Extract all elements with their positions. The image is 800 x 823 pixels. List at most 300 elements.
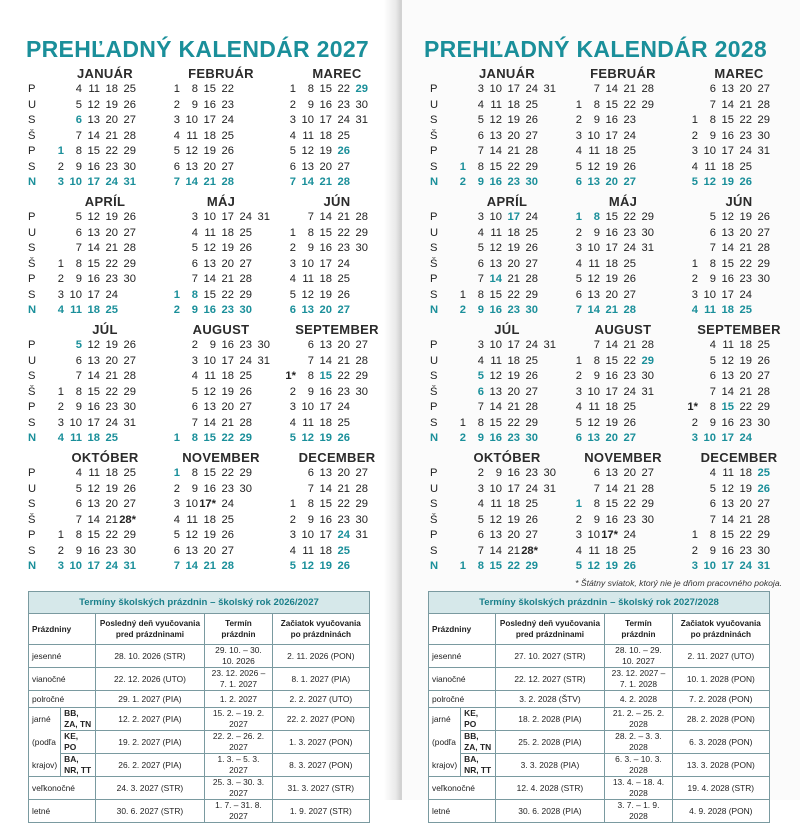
month-name: OKTÓBER bbox=[473, 450, 541, 465]
day-number: 22 bbox=[739, 401, 752, 413]
day-number: 11 bbox=[704, 160, 716, 173]
day-number: 21 bbox=[337, 211, 350, 223]
day-number: 24 bbox=[105, 560, 118, 572]
week-row bbox=[278, 482, 396, 498]
day-number: 22 bbox=[337, 226, 350, 239]
day-number bbox=[234, 513, 252, 529]
day-number: 26 bbox=[757, 211, 770, 223]
day-number: 17 bbox=[221, 354, 234, 367]
day-number: 15 bbox=[319, 226, 332, 239]
day-number: 31 bbox=[355, 114, 368, 126]
day-number bbox=[234, 497, 252, 513]
day-number bbox=[46, 241, 64, 257]
day-number bbox=[162, 354, 180, 370]
day-number: 17 bbox=[87, 176, 100, 188]
day-number: 15 bbox=[605, 498, 618, 510]
day-number: 26 bbox=[337, 560, 350, 572]
day-number: 26 bbox=[221, 529, 234, 541]
week-row bbox=[564, 466, 682, 482]
day-number: 22 bbox=[507, 160, 520, 173]
day-number: 19 bbox=[105, 339, 118, 351]
month-marec bbox=[278, 66, 396, 191]
day-number: 12 bbox=[489, 370, 502, 382]
day-number: 18 bbox=[739, 339, 752, 351]
week-row bbox=[162, 226, 280, 242]
day-number: 13 bbox=[587, 432, 600, 444]
day-number: 29 bbox=[239, 432, 252, 444]
day-number bbox=[564, 482, 582, 498]
week-row bbox=[162, 98, 280, 114]
week-row bbox=[46, 559, 164, 575]
day-number bbox=[636, 272, 654, 288]
day-number: 22 bbox=[507, 560, 520, 572]
day-number: 26 bbox=[123, 211, 136, 223]
weekday-label: P bbox=[430, 401, 438, 413]
day-number: 17 bbox=[87, 288, 100, 301]
day-number: 8 bbox=[477, 288, 484, 301]
week-row bbox=[162, 303, 280, 319]
day-number: 16 bbox=[203, 304, 216, 316]
school-resumes: 7. 2. 2028 (PON) bbox=[672, 691, 769, 708]
holiday-name: jesenné bbox=[429, 645, 496, 668]
day-number: 12 bbox=[721, 211, 734, 223]
week-row bbox=[680, 113, 798, 129]
week-row bbox=[564, 528, 682, 544]
week-row bbox=[564, 497, 682, 513]
day-number: 1 bbox=[57, 145, 64, 157]
column-header: Termín prázdnin bbox=[605, 614, 672, 645]
table-row bbox=[29, 708, 370, 731]
day-number: 31 bbox=[355, 529, 368, 541]
day-number: 23 bbox=[623, 513, 636, 526]
day-number bbox=[538, 175, 556, 191]
day-number: 13 bbox=[301, 304, 314, 316]
day-number: 7 bbox=[709, 98, 716, 111]
day-number: 12 bbox=[587, 560, 600, 572]
day-number: 20 bbox=[507, 529, 520, 541]
week-row bbox=[448, 559, 566, 575]
day-number: 22 bbox=[623, 498, 636, 510]
weekday-label: U bbox=[28, 226, 37, 239]
day-number: 30 bbox=[757, 129, 770, 142]
day-number: 26 bbox=[123, 482, 136, 495]
day-number: 18 bbox=[739, 467, 752, 479]
day-number: 2 bbox=[173, 482, 180, 495]
day-number: 11 bbox=[204, 370, 216, 382]
day-number: 7 bbox=[477, 544, 484, 557]
day-number: 5 bbox=[477, 114, 484, 126]
day-number: 15 bbox=[721, 257, 734, 270]
week-row bbox=[448, 144, 566, 160]
weekday-label: P bbox=[28, 145, 36, 157]
week-row bbox=[46, 416, 164, 432]
day-number: 5 bbox=[575, 416, 582, 429]
day-number: 15 bbox=[319, 370, 332, 382]
day-number: 30 bbox=[239, 304, 252, 316]
day-number: 21 bbox=[507, 273, 520, 285]
day-number: 29 bbox=[355, 370, 368, 382]
week-row bbox=[46, 113, 164, 129]
day-number: 25 bbox=[623, 257, 636, 270]
weekday-label: P bbox=[28, 83, 36, 95]
day-number: 5 bbox=[75, 211, 82, 223]
weekday-label: N bbox=[28, 176, 37, 188]
day-number: 8 bbox=[477, 416, 484, 429]
table-row bbox=[429, 800, 770, 823]
day-number: 19 bbox=[721, 176, 734, 188]
weekday-label: Š bbox=[430, 257, 438, 270]
day-number: 20 bbox=[337, 339, 350, 351]
day-number bbox=[350, 544, 368, 560]
day-number: 13 bbox=[87, 114, 100, 126]
day-number: 7 bbox=[593, 482, 600, 495]
month-name: MAREC bbox=[714, 66, 764, 81]
day-number: 9 bbox=[209, 339, 216, 351]
day-number: 15 bbox=[203, 467, 216, 479]
day-number: 23 bbox=[623, 226, 636, 239]
day-number bbox=[46, 369, 64, 385]
day-number: 4 bbox=[173, 513, 180, 526]
day-number: 1 bbox=[289, 498, 296, 510]
day-number: 22 bbox=[337, 83, 350, 95]
day-number: 3 bbox=[477, 83, 484, 95]
day-number: 27 bbox=[221, 160, 234, 173]
day-number: 17 bbox=[605, 242, 618, 254]
day-number: 23 bbox=[507, 176, 520, 188]
day-number bbox=[350, 160, 368, 176]
day-number: 3 bbox=[691, 560, 698, 572]
week-row bbox=[680, 497, 798, 513]
day-number bbox=[234, 175, 252, 191]
day-number: 10 bbox=[203, 354, 216, 367]
day-number: 23 bbox=[221, 482, 234, 495]
weekday-label: P bbox=[430, 467, 438, 479]
day-number: 6 bbox=[575, 176, 582, 188]
holiday-term: 21. 2. – 25. 2. 2028 bbox=[605, 708, 672, 731]
day-number: 16 bbox=[605, 370, 618, 382]
day-number: 17 bbox=[507, 482, 520, 495]
month-name: NOVEMBER bbox=[182, 450, 260, 465]
day-number bbox=[46, 226, 64, 242]
day-number bbox=[278, 338, 296, 354]
day-number: 1 bbox=[575, 211, 582, 223]
day-number: 28 bbox=[123, 129, 136, 142]
day-number: 28 bbox=[757, 513, 770, 526]
day-number: 3 bbox=[191, 211, 198, 223]
holiday-name: polročné bbox=[429, 691, 496, 708]
day-number: 2 bbox=[691, 544, 698, 557]
day-number: 5 bbox=[575, 560, 582, 572]
day-number: 24 bbox=[739, 432, 752, 444]
day-number: 10 bbox=[69, 560, 82, 572]
day-number: 5 bbox=[477, 242, 484, 254]
day-number: 6 bbox=[575, 432, 582, 444]
week-row bbox=[46, 544, 164, 560]
day-number: 16 bbox=[221, 339, 234, 351]
day-number: 29 bbox=[525, 416, 538, 429]
day-number: 6 bbox=[709, 83, 716, 95]
day-number: 18 bbox=[507, 354, 520, 367]
day-number bbox=[350, 257, 368, 273]
day-number: 11 bbox=[722, 467, 734, 479]
day-number: 19 bbox=[739, 354, 752, 367]
week-row bbox=[162, 466, 280, 482]
table-row bbox=[29, 691, 370, 708]
day-number: 7 bbox=[75, 513, 82, 526]
day-number: 20 bbox=[221, 401, 234, 413]
week-row bbox=[564, 559, 682, 575]
day-number: 19 bbox=[739, 482, 752, 495]
day-number: 10 bbox=[69, 288, 82, 301]
day-number: 28 bbox=[641, 339, 654, 351]
day-number bbox=[448, 272, 466, 288]
day-number: 18 bbox=[105, 467, 118, 479]
day-number: 10 bbox=[587, 385, 600, 398]
day-number: 8 bbox=[307, 226, 314, 239]
day-number: 14 bbox=[203, 273, 216, 285]
week-row bbox=[162, 82, 280, 98]
day-number: 5 bbox=[173, 529, 180, 541]
holiday-name: jesenné bbox=[29, 645, 96, 668]
day-number: 16 bbox=[507, 467, 520, 479]
weekday-label: S bbox=[430, 114, 438, 126]
day-number bbox=[448, 544, 466, 560]
week-row bbox=[278, 160, 396, 176]
week-row bbox=[46, 385, 164, 401]
day-number: 25 bbox=[123, 83, 136, 95]
day-number: 10 bbox=[587, 242, 600, 254]
school-resumes: 13. 3. 2028 (PON) bbox=[672, 754, 769, 777]
day-number: 2 bbox=[191, 339, 198, 351]
month-január bbox=[448, 66, 566, 191]
day-number: 31 bbox=[123, 560, 136, 572]
day-number: 12 bbox=[185, 529, 198, 541]
day-number bbox=[538, 559, 556, 575]
weekday-label: P bbox=[28, 273, 36, 285]
day-number: 18 bbox=[721, 304, 734, 316]
week-row bbox=[46, 466, 164, 482]
day-number: 13 bbox=[721, 226, 734, 239]
day-number: 24 bbox=[105, 288, 118, 301]
month-september bbox=[278, 322, 396, 447]
month-máj bbox=[162, 194, 280, 319]
day-number bbox=[538, 98, 556, 114]
day-number bbox=[350, 288, 368, 304]
week-row bbox=[680, 144, 798, 160]
day-number bbox=[46, 466, 64, 482]
week-row bbox=[680, 210, 798, 226]
day-number: 26 bbox=[525, 513, 538, 526]
column-header: Termín prázdnin bbox=[205, 614, 272, 645]
day-number: 29 bbox=[757, 529, 770, 541]
holiday-name: jarné bbox=[29, 708, 61, 731]
day-number: 4 bbox=[575, 401, 582, 413]
day-number bbox=[680, 482, 698, 498]
weekday-labels bbox=[430, 466, 444, 575]
column-header: Začiatok vyučovania po prázdninách bbox=[672, 614, 769, 645]
day-number: 12 bbox=[489, 242, 502, 254]
month-name: SEPTEMBER bbox=[697, 322, 781, 337]
day-number: 27 bbox=[525, 257, 538, 270]
day-number: 6 bbox=[477, 385, 484, 398]
day-number: 21 bbox=[337, 354, 350, 367]
day-number: 12 bbox=[587, 273, 600, 285]
day-number: 18 bbox=[105, 83, 118, 95]
day-number: 12 bbox=[489, 114, 502, 126]
day-number: 26 bbox=[337, 145, 350, 157]
table-row bbox=[429, 731, 770, 754]
day-number: 15 bbox=[721, 114, 734, 126]
day-number: 5 bbox=[477, 370, 484, 382]
week-row bbox=[564, 288, 682, 304]
week-row bbox=[278, 257, 396, 273]
weekday-label: N bbox=[430, 432, 439, 444]
day-number: 18 bbox=[203, 513, 216, 526]
day-number: 28* bbox=[521, 544, 538, 557]
day-number bbox=[564, 338, 582, 354]
day-number bbox=[680, 354, 698, 370]
day-number: 5 bbox=[289, 145, 296, 157]
week-row bbox=[564, 210, 682, 226]
day-number bbox=[252, 241, 270, 257]
day-number: 2 bbox=[57, 273, 64, 285]
holiday-name: vianočné bbox=[429, 668, 496, 691]
day-number: 25 bbox=[525, 226, 538, 239]
day-number: 6 bbox=[75, 226, 82, 239]
week-row bbox=[564, 129, 682, 145]
week-row bbox=[564, 416, 682, 432]
last-school-day: 18. 2. 2028 (PIA) bbox=[495, 708, 605, 731]
day-number: 6 bbox=[709, 370, 716, 382]
day-number: 12 bbox=[185, 145, 198, 157]
day-number: 14 bbox=[489, 145, 502, 157]
month-name: NOVEMBER bbox=[584, 450, 662, 465]
day-number: 17 bbox=[87, 560, 100, 572]
day-number: 13 bbox=[489, 385, 502, 398]
day-number: 4 bbox=[691, 304, 698, 316]
holiday-name: letné bbox=[429, 800, 496, 823]
day-number: 13 bbox=[587, 288, 600, 301]
week-row bbox=[448, 466, 566, 482]
day-number bbox=[234, 544, 252, 560]
day-number: 10 bbox=[703, 288, 716, 301]
day-number: 12 bbox=[721, 354, 734, 367]
day-number: 23 bbox=[525, 467, 538, 479]
day-number: 29 bbox=[641, 211, 654, 223]
day-number: 5 bbox=[191, 385, 198, 398]
day-number: 19 bbox=[605, 560, 618, 572]
day-number: 25 bbox=[525, 354, 538, 367]
day-number bbox=[162, 241, 180, 257]
weekday-label: U bbox=[430, 98, 439, 111]
day-number: 19 bbox=[507, 242, 520, 254]
day-number: 2 bbox=[691, 129, 698, 142]
week-row bbox=[448, 257, 566, 273]
day-number: 2 bbox=[289, 513, 296, 526]
day-number: 26 bbox=[123, 339, 136, 351]
last-school-day: 3. 3. 2028 (PIA) bbox=[495, 754, 605, 777]
day-number bbox=[448, 82, 466, 98]
day-number bbox=[46, 497, 64, 513]
day-number: 21 bbox=[605, 304, 618, 316]
day-number: 29 bbox=[525, 160, 538, 173]
day-number: 25 bbox=[337, 544, 350, 557]
day-number bbox=[538, 497, 556, 513]
day-number: 15 bbox=[605, 354, 618, 367]
weekday-label: S bbox=[430, 498, 438, 510]
day-number bbox=[350, 175, 368, 191]
weekday-label: N bbox=[28, 304, 37, 316]
day-number: 17* bbox=[601, 529, 618, 541]
day-number: 26 bbox=[739, 176, 752, 188]
day-number bbox=[252, 226, 270, 242]
column-header: Posledný deň vyučovania pred prázdninami bbox=[495, 614, 605, 645]
quarter-row bbox=[402, 194, 800, 322]
day-number: 4 bbox=[289, 273, 296, 285]
day-number: 8 bbox=[191, 432, 198, 444]
week-row bbox=[680, 226, 798, 242]
day-number: 19 bbox=[507, 114, 520, 126]
week-row bbox=[46, 482, 164, 498]
day-number: 5 bbox=[575, 160, 582, 173]
day-number: 15 bbox=[203, 288, 216, 301]
weekday-label: P bbox=[28, 211, 36, 223]
day-number: 10 bbox=[587, 529, 600, 541]
day-number: 27 bbox=[525, 529, 538, 541]
day-number: 31 bbox=[257, 354, 270, 367]
day-number: 8 bbox=[75, 145, 82, 157]
day-number bbox=[448, 400, 466, 416]
day-number: 20 bbox=[105, 354, 118, 367]
week-row bbox=[564, 113, 682, 129]
day-number: 24 bbox=[105, 176, 118, 188]
day-number: 11 bbox=[302, 129, 314, 142]
day-number bbox=[350, 400, 368, 416]
day-number: 28 bbox=[525, 401, 538, 413]
day-number: 4 bbox=[477, 226, 484, 239]
week-row bbox=[448, 272, 566, 288]
day-number: 26 bbox=[525, 370, 538, 382]
school-resumes: 19. 4. 2028 (STR) bbox=[672, 777, 769, 800]
day-number: 20 bbox=[203, 160, 216, 173]
day-number: 28* bbox=[119, 513, 136, 526]
day-number: 9 bbox=[191, 304, 198, 316]
week-row bbox=[46, 241, 164, 257]
day-number: 15 bbox=[87, 529, 100, 541]
week-row bbox=[680, 288, 798, 304]
day-number: 29 bbox=[525, 560, 538, 572]
day-number: 7 bbox=[575, 304, 582, 316]
school-resumes: 8. 1. 2027 (PIA) bbox=[272, 668, 369, 691]
day-number bbox=[350, 129, 368, 145]
column-header: Posledný deň vyučovania pred prázdninami bbox=[95, 614, 205, 645]
day-number: 16 bbox=[489, 432, 502, 444]
day-number: 23 bbox=[739, 129, 752, 142]
day-number: 31 bbox=[123, 416, 136, 429]
day-number: 22 bbox=[337, 370, 350, 382]
day-number: 10 bbox=[587, 129, 600, 142]
day-number: 20 bbox=[507, 257, 520, 270]
day-number: 5 bbox=[691, 176, 698, 188]
day-number bbox=[680, 241, 698, 257]
day-number: 31 bbox=[123, 176, 136, 188]
week-row bbox=[162, 497, 280, 513]
day-number: 12 bbox=[87, 211, 100, 223]
day-number: 8 bbox=[593, 498, 600, 510]
week-row bbox=[278, 303, 396, 319]
day-number: 19 bbox=[203, 145, 216, 157]
day-number: 16 bbox=[87, 160, 100, 173]
